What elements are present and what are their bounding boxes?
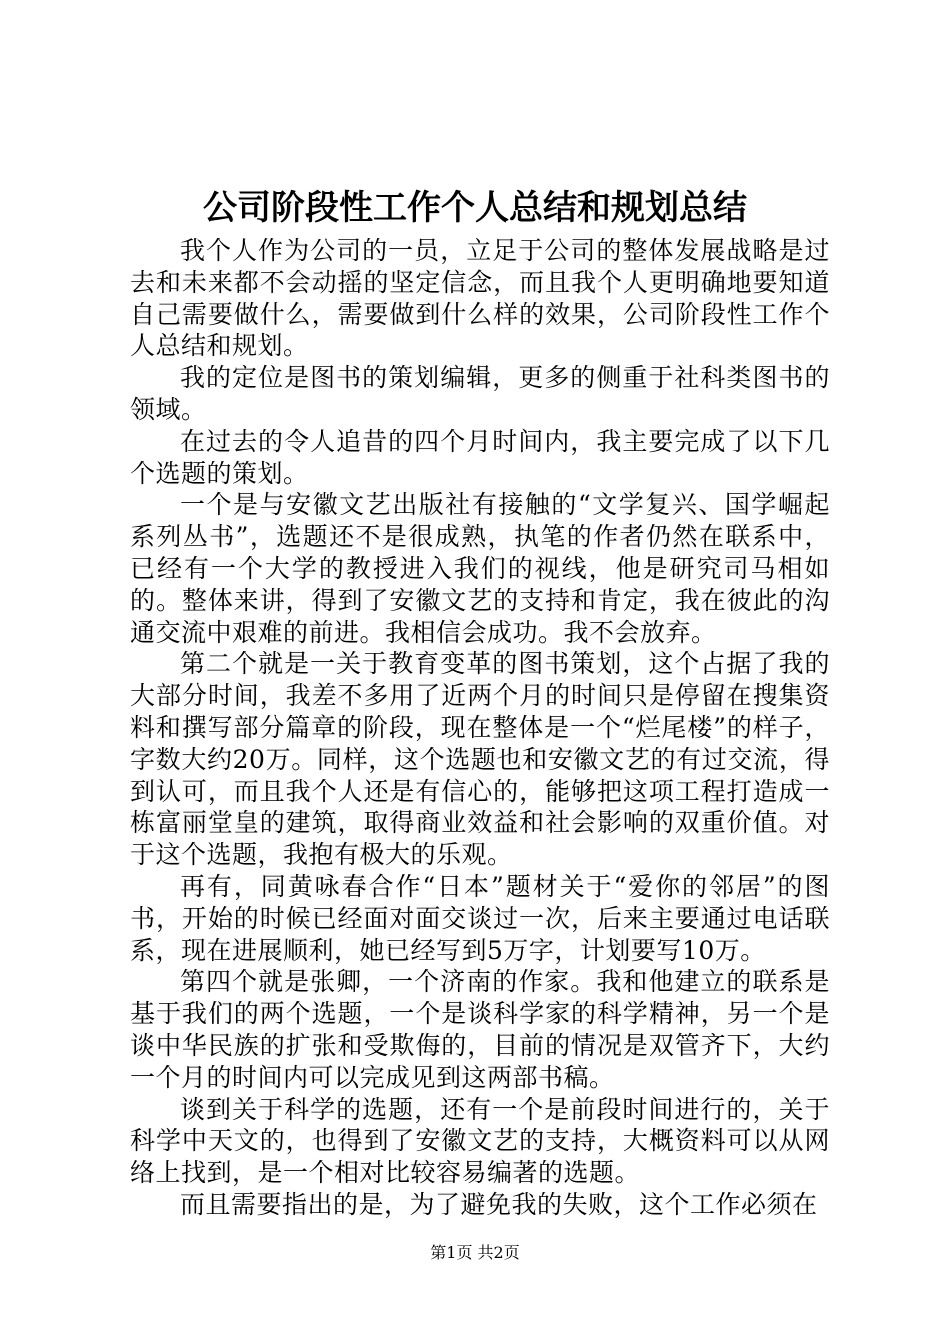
document-body: [130, 235, 830, 1221]
paragraph: 我个人作为公司的一员，立足于公司的整体发展战略是过去和未来都不会动摇的坚定信念，而且我个人更明确地要知道自己需要做什么，需要做到什么样的效果，公司阶段性工作个人总结和规划。: [130, 236, 830, 361]
paragraph: 在过去的令人追昔的四个月时间内，我主要完成了以下几个选题的策划。: [130, 426, 830, 488]
paragraph: 第四个就是张卿，一个济南的作家。我和他建立的联系是基于我们的两个选题，一个是谈科学家的科学精神，另一个是谈中华民族的扩张和受欺侮的，目前的情况是双管齐下，大约一个月的时间内可以完成见到这两部书稿。: [130, 967, 830, 1092]
paragraph: 我的定位是图书的策划编辑，更多的侧重于社科类图书的领域。: [130, 363, 830, 424]
paragraph: 而且需要指出的是，为了避免我的失败，这个工作必须在: [180, 1189, 818, 1219]
paragraph: 第二个就是一关于教育变革的图书策划，这个占据了我的大部分时间，我差不多用了近两个月的时间只是停留在搜集资料和撰写部分篇章的阶段，现在整体是一个“烂尾楼”的样子，字数大约20万。同样，这个选题也和安徽文艺的有过交流，得到认可，而且我个人还是有信心的，能够把这项工程打造成一栋富丽堂皇的建筑，取得商业效益和社会影响的双重价值。对于这个选题，我抱有极大的乐观。: [130, 649, 830, 870]
document-title: 公司阶段性工作个人总结和规划总结: [203, 188, 747, 228]
page-footer: 第1页 共2页: [430, 1243, 520, 1262]
paragraph: 再有，同黄咏春合作“日本”题材关于“爱你的邻居”的图书，开始的时候已经面对面交谈过一次，后来主要通过电话联系，现在进展顺利，她已经写到5万字，计划要写10万。: [130, 871, 830, 965]
paragraph: 一个是与安徽文艺出版社有接触的“文学复兴、国学崛起系列丛书”，选题还不是很成熟，执笔的作者仍然在联系中，已经有一个大学的教授进入我们的视线，他是研究司马相如的。整体来讲，得到了安徽文艺的支持和肯定，我在彼此的沟通交流中艰难的前进。我相信会成功。我不会放弃。: [130, 490, 830, 647]
paragraph: 谈到关于科学的选题，还有一个是前段时间进行的，关于科学中天文的，也得到了安徽文艺的支持，大概资料可以从网络上找到，是一个相对比较容易编著的选题。: [130, 1094, 830, 1188]
